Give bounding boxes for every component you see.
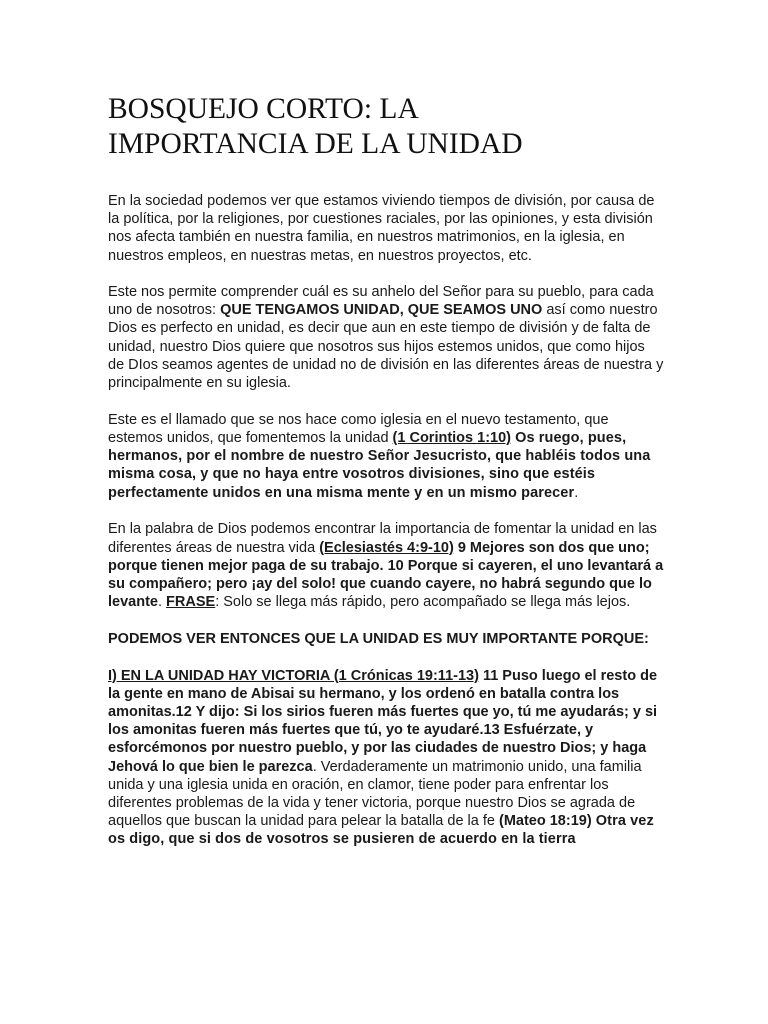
paragraph-palabra xyxy=(108,520,664,611)
paragraph-llamado-text-2: . xyxy=(574,484,579,501)
paragraph-anhelo-text-1: Este nos permite comprender cuál es su anhelo del Señor para su pueblo, para cada uno de nosotros: xyxy=(108,284,654,319)
paragraph-victoria xyxy=(108,667,664,849)
quote-corintios: Os ruego, pues, hermanos, por el nombre de nuestro Señor Jesucristo, que habléis todos una misma cosa, y que no haya entre vosotros divisiones, sino que estéis perfectamente unidos en una misma mente y en un mismo parecer xyxy=(108,430,651,501)
section-heading: PODEMOS VER ENTONCES QUE LA UNIDAD ES MUY IMPORTANTE PORQUE: xyxy=(108,631,649,648)
title-line-1: BOSQUEJO CORTO: LA xyxy=(108,93,419,125)
paragraph-victoria-text: . Verdaderamente un matrimonio unido, una familia unida y una iglesia unida en oración, en clamor, tiene poder para enfrentar los diferentes problemas de la vida y tener victoria, porque nuestro Dios se agrada de aquellos que buscan la unidad para pelear la batalla de la fe xyxy=(108,758,642,830)
point-victoria-heading: I) EN LA UNIDAD HAY VICTORIA (1 Crónicas 19:11-13) xyxy=(108,667,479,684)
paragraph-intro: En la sociedad podemos ver que estamos viviendo tiempos de división, por causa de la política, por la religiones, por cuestiones raciales, por las opiniones, y esta división nos afecta también en nuestra familia, en nuestros matrimonios, en la iglesia, en nuestros empleos, en nuestras metas, en nuestros proyectos, etc. xyxy=(108,193,655,264)
paragraph-anhelo-emphasis: QUE TENGAMOS UNIDAD, QUE SEAMOS UNO xyxy=(220,302,543,319)
title-line-2: IMPORTANCIA DE LA UNIDAD xyxy=(108,128,523,160)
quote-cronicas: 11 Puso luego el resto de la gente en mano de Abisai su hermano, y los ordenó en batalla contra los amonitas.12 Y dijo: Si los sirios fueren más fuertes que yo, tú me ayudarás; y si los amonitas fueren más fuertes que tú, yo te ayudaré.13 Esfuérzate, y esforcémonos por nuestro pueblo, y por las ciudades de nuestro Dios; y haga Jehová lo que bien le parezca xyxy=(108,667,658,775)
reference-mateo: (Mateo 18:19) xyxy=(498,813,592,830)
document-body xyxy=(108,192,664,867)
reference-eclesiastes: (Eclesiastés 4:9-10) xyxy=(319,539,454,556)
quote-mateo: Otra vez os digo, que si dos de vosotros se pusieren de acuerdo en la tierra xyxy=(108,813,654,848)
paragraph-palabra-text-3: : Solo se llega más rápido, pero acompañado se llega más lejos. xyxy=(215,594,631,611)
paragraph-anhelo-text-2: así como nuestro Dios es perfecto en unidad, es decir que aun en este tiempo de división y de falta de unidad, nuestro Dios quiere que nosotros sus hijos estemos unidos, que como hijos de DIos seamos agentes de unidad no de división en las diferentes áreas de nuestra y principalmente en su iglesia. xyxy=(108,302,664,392)
frase-label: FRASE xyxy=(166,594,216,611)
paragraph-palabra-text-2: . xyxy=(157,594,167,611)
reference-corintios: (1 Corintios 1:10) xyxy=(392,430,511,447)
paragraph-anhelo xyxy=(108,283,664,392)
paragraph-llamado-text-1: Este es el llamado que se nos hace como iglesia en el nuevo testamento, que estemos unidos, que fomentemos la unidad xyxy=(108,411,609,447)
quote-eclesiastes: 9 Mejores son dos que uno; porque tienen mejor paga de su trabajo. 10 Porque si cayeren, el uno levantará a su compañero; pero ¡ay del solo! que cuando cayere, no habrá segundo que lo levante xyxy=(108,539,664,611)
paragraph-llamado xyxy=(108,411,664,502)
paragraph-palabra-text-1: En la palabra de Dios podemos encontrar la importancia de fomentar la unidad en las diferentes áreas de nuestra vida xyxy=(108,521,657,556)
document-title xyxy=(108,92,668,162)
